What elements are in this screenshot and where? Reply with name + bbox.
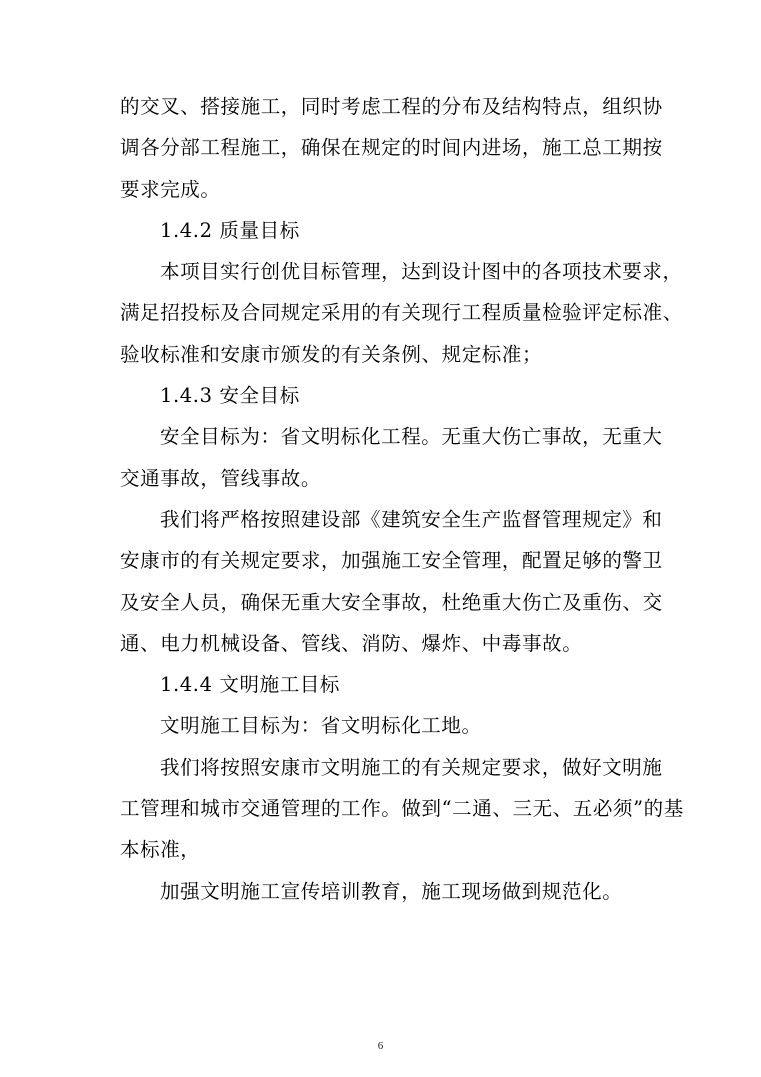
paragraph-line: 本标准， xyxy=(120,838,201,862)
paragraph-line: 安全目标为：省文明标化工程。无重大伤亡事故，无重大 xyxy=(160,425,663,449)
paragraph-line: 我们将严格按照建设部《建筑安全生产监督管理规定》和 xyxy=(160,507,663,531)
section-heading-safety: 1.4.3 安全目标 xyxy=(160,384,300,408)
paragraph-line: 满足招投标及合同规定采用的有关现行工程质量检验评定标准、 xyxy=(120,301,683,325)
paragraph-line: 通、电力机械设备、管线、消防、爆炸、中毒事故。 xyxy=(120,631,583,655)
paragraph-line: 验收标准和安康市颁发的有关条例、规定标准； xyxy=(120,342,543,366)
paragraph-line: 本项目实行创优目标管理，达到设计图中的各项技术要求， xyxy=(160,260,683,284)
paragraph-line: 交通事故，管线事故。 xyxy=(120,466,322,490)
paragraph-line: 要求完成。 xyxy=(120,177,221,201)
paragraph-line: 我们将按照安康市文明施工的有关规定要求，做好文明施 xyxy=(160,755,663,779)
paragraph-line: 调各分部工程施工，确保在规定的时间内进场，施工总工期按 xyxy=(120,136,663,160)
document-body xyxy=(120,86,684,912)
page-number: 6 xyxy=(377,1040,384,1052)
paragraph-line: 加强文明施工宣传培训教育，施工现场做到规范化。 xyxy=(160,879,623,903)
section-heading-civilized-construction: 1.4.4 文明施工目标 xyxy=(160,673,341,697)
paragraph-line: 及安全人员，确保无重大安全事故，杜绝重大伤亡及重伤、交 xyxy=(120,590,663,614)
paragraph-line: 安康市的有关规定要求，加强施工安全管理，配置足够的警卫 xyxy=(120,549,663,573)
paragraph-line: 工管理和城市交通管理的工作。做到“二通、三无、五必须”的基 xyxy=(120,797,684,821)
paragraph-line: 的交叉、搭接施工，同时考虑工程的分布及结构特点，组织协 xyxy=(120,95,663,118)
section-heading-quality: 1.4.2 质量目标 xyxy=(160,218,300,242)
paragraph-line: 文明施工目标为：省文明标化工地。 xyxy=(160,714,482,738)
